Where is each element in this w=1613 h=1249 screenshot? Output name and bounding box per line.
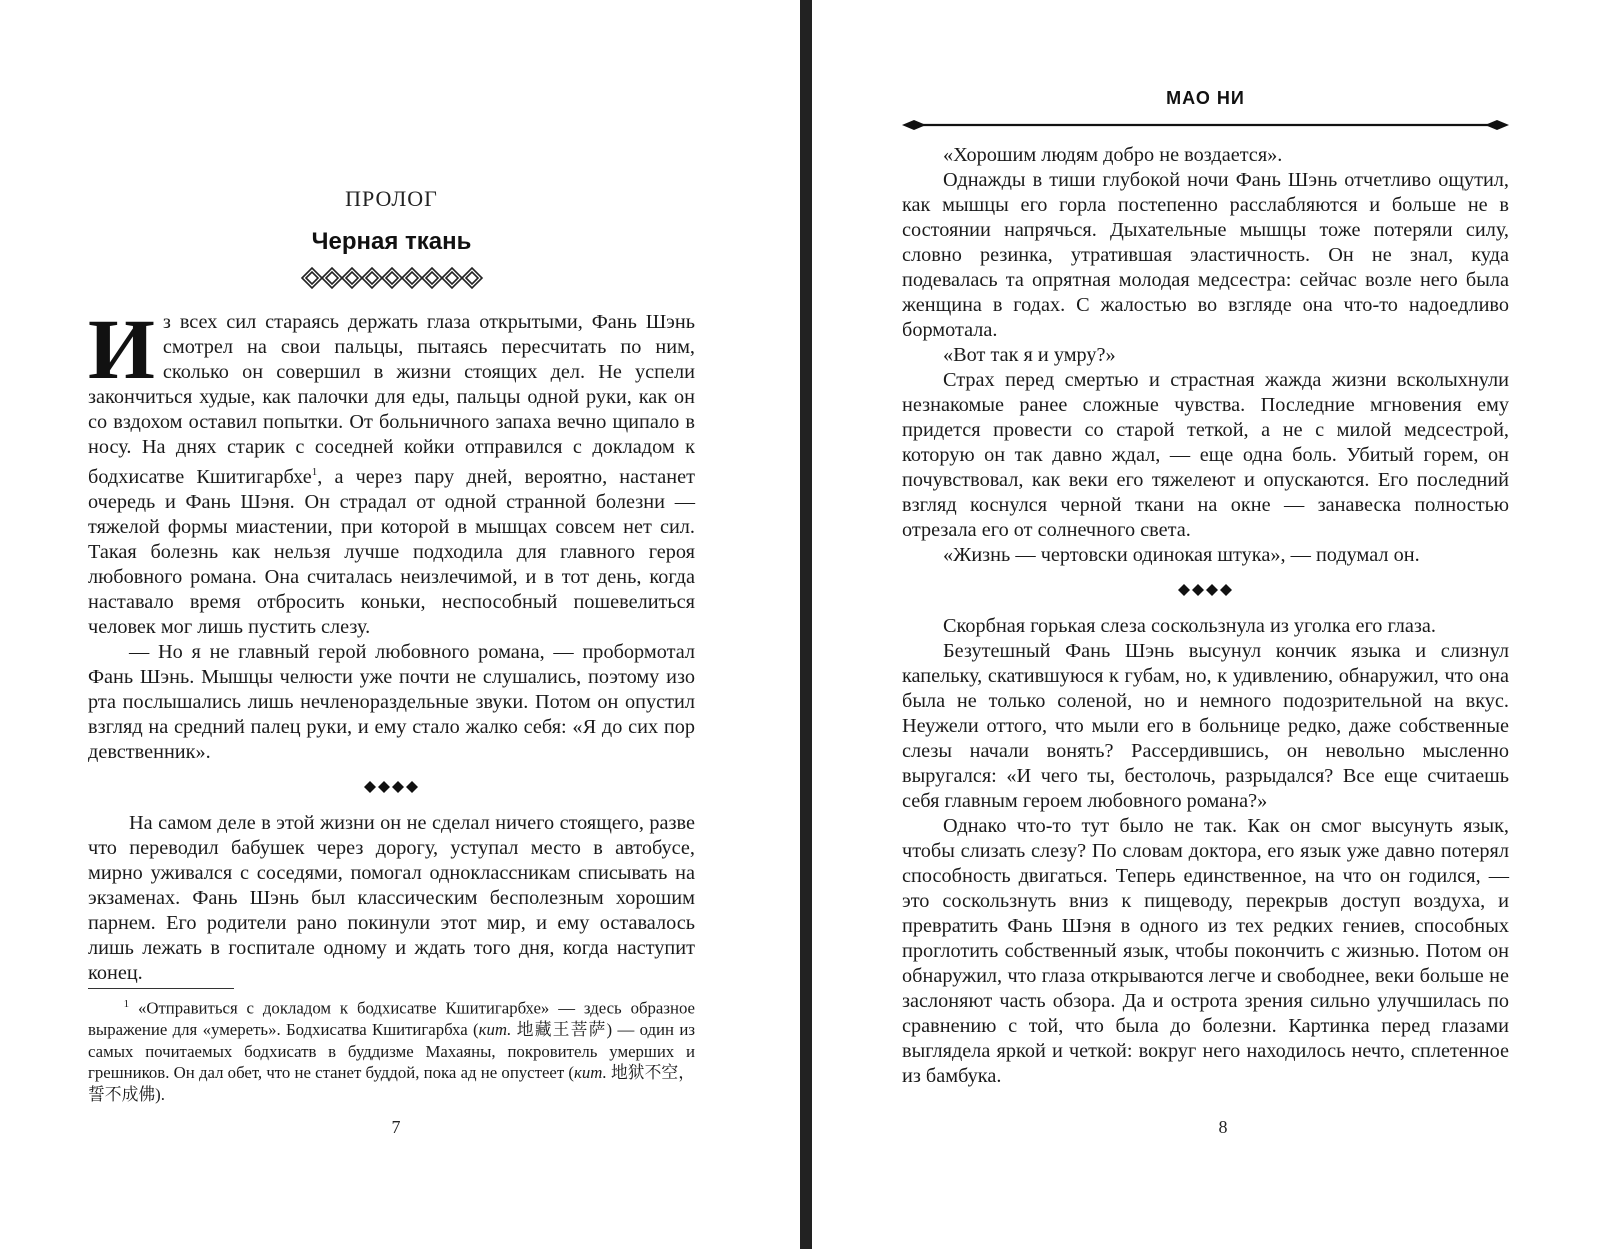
footnote-reference[interactable]: 1 xyxy=(311,466,318,478)
left-page xyxy=(0,0,800,1249)
paragraph: Страх перед смертью и страстная жажда жизни всколыхнули незнакомые ранее сложные чувства. Последние мгновения ему придется провести со старой теткой, а не с милой медсестрой, которую он так давно ждал, — еще одна боль. Убитый горем, он почувствовал, как веки его тяжелеют и опускаются. Его последний взгляд коснулся черной ткани на окне — занавеска полностью отрезала его от солнечного света. xyxy=(902,369,1509,541)
footnote-abbrev: кит. xyxy=(478,1020,512,1040)
footnote-abbrev: кит. xyxy=(574,1063,607,1083)
paragraph-text: з всех сил стараясь держать глаза открытыми, Фань Шэнь смотрел на свои пальцы, пытаясь пересчитать по ним, сколько он совершил в жизни стоящих дел. Не успели закончиться худые, как палочки для еды, пальцы одной руки, как он со вздохом оставил попытки. От больничного запаха вечно щипало в носу. На днях старик с соседней койки отправился с докладом к бодхисатве Кшитигарбхе xyxy=(88,311,695,488)
section-break xyxy=(88,773,695,799)
footnote-mark: 1 xyxy=(123,998,130,1010)
paragraph: «Жизнь — чертовски одинокая штука», — подумал он. xyxy=(943,544,1420,566)
chapter-ornament xyxy=(300,266,490,290)
page-number: 7 xyxy=(391,1117,401,1137)
right-body-text xyxy=(902,143,1509,1089)
section-break-diamonds-icon xyxy=(1178,584,1234,596)
paragraph: Однако что-то тут было не так. Как он смог высунуть язык, чтобы слизать слезу? По словам доктора, его язык уже давно потерял способность двигаться. Теперь единственное, на что он годился, — это соскользнуть вниз к пищеводу, перекрыв доступ воздуха, и превратить Фань Шэня в одного из тех редких гениев, способных проглотить собственный язык, чтобы покончить с жизнью. Потом он обнаружил, что глаза открываются легче и свободнее, веки больше не заслоняют часть обзора. Да и острота зрения сильно улучшилась по сравнению с той, что была до болезни. Картинка перед глазами выглядела яркой и четкой: вокруг него находилось нечто, сплетенное из бамбука. xyxy=(902,815,1509,1087)
footnote xyxy=(88,994,695,1105)
paragraph: Скорбная горькая слеза соскользнула из уголка его глаза. xyxy=(943,615,1436,637)
paragraph xyxy=(88,301,695,640)
page-number: 8 xyxy=(1218,1117,1228,1137)
paragraph: На самом деле в этой жизни он не сделал ничего стоящего, разве что переводил бабушек через дорогу, уступал место в автобусе, мирно уживался с соседями, помогал одноклассникам списывать на экзаменах. Фань Шэнь был классическим бесполезным хорошим парнем. Его родители рано покинули этот мир, и ему оставалось лишь лежать в госпитале одному и ждать того дня, когда наступит конец. xyxy=(88,811,695,984)
paragraph: «Вот так я и умру?» xyxy=(943,344,1116,366)
paragraph: Безутешный Фань Шэнь высунул кончик языка и слизнул капельку, скатившуюся к губам, но, к удивлению, обнаружил, что она была не только соленой, но и немного подозрительной на вкус. Неужели оттого, что мыли его в больнице редко, даже собственные слезы начали вонять? Рассердившись, он невольно мысленно выругался: «И чего ты, бестолочь, разрыдался? Все еще считаешь себя главным героем любовного романа?» xyxy=(902,640,1509,812)
footnote-text: 地藏王菩萨) — один из самых почитаемых бодхисатв в буддизме Махаяны, покровитель умерших и грешников. Он дал обет, что не станет буддой, пока ад не опустеет ( xyxy=(88,1020,695,1083)
running-head: МАО НИ xyxy=(1166,88,1245,108)
prologue-label: ПРОЛОГ xyxy=(345,186,438,211)
book-spine xyxy=(800,0,812,1249)
drop-cap: И xyxy=(88,301,155,397)
footnote-text: 地狱不空，誓不成佛). xyxy=(88,1063,695,1104)
paragraph: — Но я не главный герой любовного романа, — пробормотал Фань Шэнь. Мышцы челюсти уже почти не слушались, поэтому изо рта послышались лишь нечленораздельные звуки. Потом он опустил взгляд на средний палец руки, и ему стало жалко себя: «Я до сих пор девственник». xyxy=(88,640,695,763)
section-break xyxy=(902,576,1509,602)
paragraph: «Хорошим людям добро не воздается». xyxy=(943,144,1283,166)
footnote-rule xyxy=(88,988,234,989)
left-body-text xyxy=(88,301,695,986)
footnote-text: «Отправиться с докладом к бодхисатве Кшитигарбхе» — здесь образное выражение для «умереть». Бодхисатва Кшитигарбха ( xyxy=(88,998,696,1040)
right-page xyxy=(812,0,1613,1249)
chapter-title: Черная ткань xyxy=(311,228,472,255)
paragraph-text: , а через пару дней, вероятно, настанет очередь и Фань Шэня. Он страдал от одной странной болезни — тяжелой формы миастении, при которой в мышцах совсем нет сил. Такая болезнь как нельзя лучше подходила для главного героя любовного романа. Она считалась неизлечимой, и в тот день, когда наставало время отбросить коньки, неспособный пошевелиться человек мог лишь пустить слезу. xyxy=(88,465,695,638)
paragraph: Однажды в тиши глубокой ночи Фань Шэнь отчетливо ощутил, как мышцы его горла постепенно расслабляются и больше не в состоянии напрячься. Дыхательные мышцы тоже потеряли силу, словно резинка, утратившая эластичность. Он не знал, куда подевалась та опрятная молодая медсестра: сейчас возле него была женщина в годах. С жалостью во взгляде она что-то надоедливо бормотала. xyxy=(902,169,1509,341)
section-break-diamonds-icon xyxy=(364,781,420,793)
header-rule xyxy=(902,118,1509,132)
